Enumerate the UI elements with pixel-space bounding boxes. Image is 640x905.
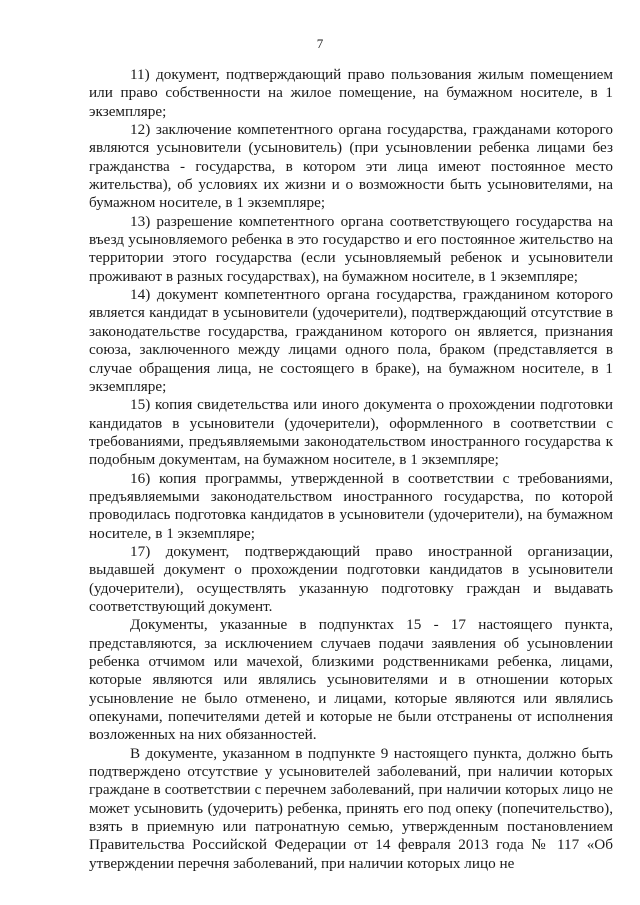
paragraph-item-11: 11) документ, подтверждающий право пользования жилым помещением или право собственности на жилое помещение, на бумажном носителе, в 1 экземпляре; (89, 66, 613, 120)
paragraph-item-13: 13) разрешение компетентного органа соответствующего государства на въезд усыновляемого ребенка в это государство и его постоянное жительство на территории этого государства (если усыновляемый ребенок и усыновители проживают в разных государствах), на бумажном носителе, в 1 экземпляре; (89, 212, 613, 285)
paragraph-documents-note: Документы, указанные в подпунктах 15 - 17 настоящего пункта, представляются, за исключением случаев подачи заявления об усыновлении ребенка отчимом или мачехой, близкими родственниками ребенка, лицами, которые являются или являлись усыновителями и в отношении которых усыновление не было отменено, и лицами, которые являются или являлись опекунами, попечителями детей и которые не были отстранены от исполнения возложенных на них обязанностей. (89, 616, 613, 744)
paragraph-item-15: 15) копия свидетельства или иного документа о прохождении подготовки кандидатов в усыновители (удочерители), оформленного в соответствии с требованиями, предъявляемыми законодательством иностранного государства к подобным документам, на бумажном носителе, в 1 экземпляре; (89, 396, 613, 469)
paragraph-item-17: 17) документ, подтверждающий право иностранной организации, выдавшей документ о прохождении подготовки кандидатов в усыновители (удочерители), осуществлять указанную подготовку граждан и выдавать соответствующий документ. (89, 542, 613, 615)
paragraph-medical-requirement: В документе, указанном в подпункте 9 настоящего пункта, должно быть подтверждено отсутствие у усыновителей заболеваний, при наличии которых граждане в соответствии с перечнем заболеваний, при наличии которых лицо не может усыновить (удочерить) ребенка, принять его под опеку (попечительство), взять в приемную или патронатную семью, утвержденным постановлением Правительства Российской Федерации от 14 февраля 2013 года № 117 «Об утверждении перечня заболеваний, при наличии которых лицо не (89, 744, 613, 872)
paragraph-item-16: 16) копия программы, утвержденной в соответствии с требованиями, предъявляемыми законодательством иностранного государства, по которой проводилась подготовка кандидатов в усыновители (удочерители), на бумажном носителе, в 1 экземпляре; (89, 469, 613, 542)
paragraph-item-12: 12) заключение компетентного органа государства, гражданами которого являются усыновители (усыновитель) (при усыновлении ребенка лицами без гражданства - государства, в котором эти лица имеют постоянное место жительства), об условиях их жизни и о возможности быть усыновителями, на бумажном носителе, в 1 экземпляре; (89, 121, 613, 212)
page-number: 7 (316, 36, 324, 51)
document-body (89, 66, 613, 873)
paragraph-item-14: 14) документ компетентного органа государства, гражданином которого является кандидат в усыновители (удочерители), подтверждающий отсутствие в законодательстве государства, гражданином которого он является, признания союза, заключенного между лицами одного пола, браком (представляется в случае обращения лица, не состоящего в браке), на бумажном носителе, в 1 экземпляре; (89, 286, 613, 395)
